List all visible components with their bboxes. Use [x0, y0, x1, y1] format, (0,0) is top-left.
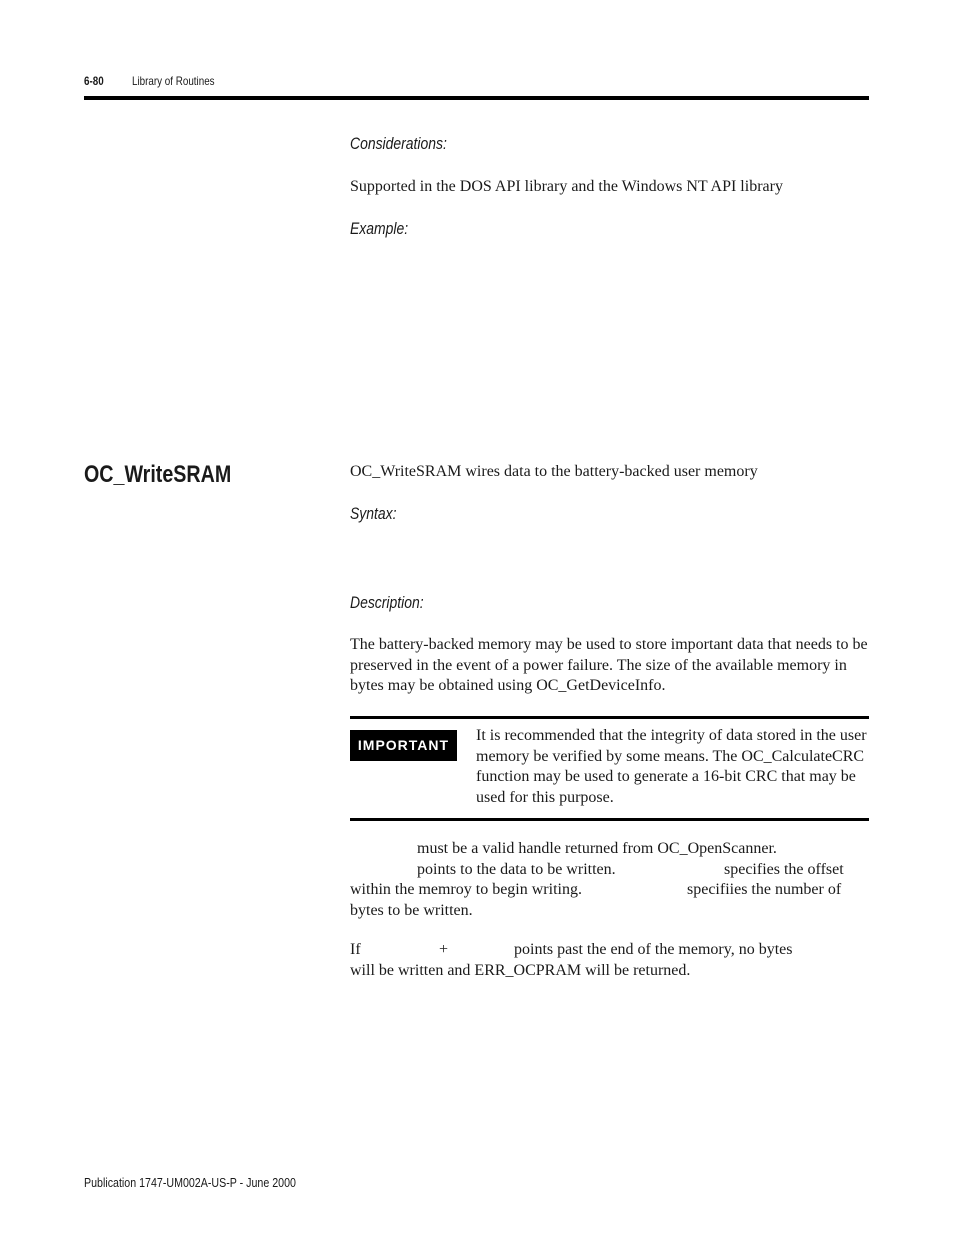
- param-line: specifies the offset: [724, 860, 844, 878]
- chapter-title: Library of Routines: [132, 74, 215, 88]
- page-number: 6-80: [84, 74, 104, 88]
- param-line: must be a valid handle returned from OC_OpenScanner.: [417, 840, 777, 857]
- important-rule-top: [350, 716, 869, 719]
- syntax-label: Syntax:: [350, 504, 397, 523]
- important-rule-bottom: [350, 818, 869, 821]
- considerations-text: Supported in the DOS API library and the Windows NT API library: [350, 178, 783, 195]
- description-text: The battery-backed memory may be used to store important data that needs to be preserved in the event of a power failure. The size of the available memory in bytes may be obtained using OC_GetDeviceInfo.: [350, 636, 868, 694]
- parameter-description: [350, 839, 869, 923]
- overflow-line: If: [350, 941, 361, 958]
- publication-footer: Publication 1747-UM002A-US-P - June 2000: [84, 1175, 296, 1190]
- header-rule: [84, 96, 869, 100]
- description-label: Description:: [350, 593, 424, 612]
- important-text: It is recommended that the integrity of data stored in the user memory be verified by some means. The OC_CalculateCRC function may be used to generate a 16-bit CRC that may be used for this purpose.: [476, 727, 867, 806]
- section-intro: OC_WriteSRAM wires data to the battery-backed user memory: [350, 463, 758, 480]
- overflow-note: [350, 940, 869, 982]
- param-line: specifiies the number of: [687, 881, 842, 898]
- overflow-line: points past the end of the memory, no bytes: [514, 941, 793, 958]
- important-badge: IMPORTANT: [350, 730, 457, 761]
- overflow-line: +: [439, 941, 449, 958]
- param-line: bytes to be written.: [350, 901, 473, 919]
- example-label: Example:: [350, 219, 409, 238]
- param-line: within the memroy to begin writing.: [350, 881, 582, 898]
- section-title: OC_WriteSRAM: [84, 461, 232, 488]
- overflow-line: will be written and ERR_OCPRAM will be returned.: [350, 961, 691, 979]
- considerations-label: Considerations:: [350, 134, 447, 153]
- param-line: points to the data to be written.: [417, 860, 616, 878]
